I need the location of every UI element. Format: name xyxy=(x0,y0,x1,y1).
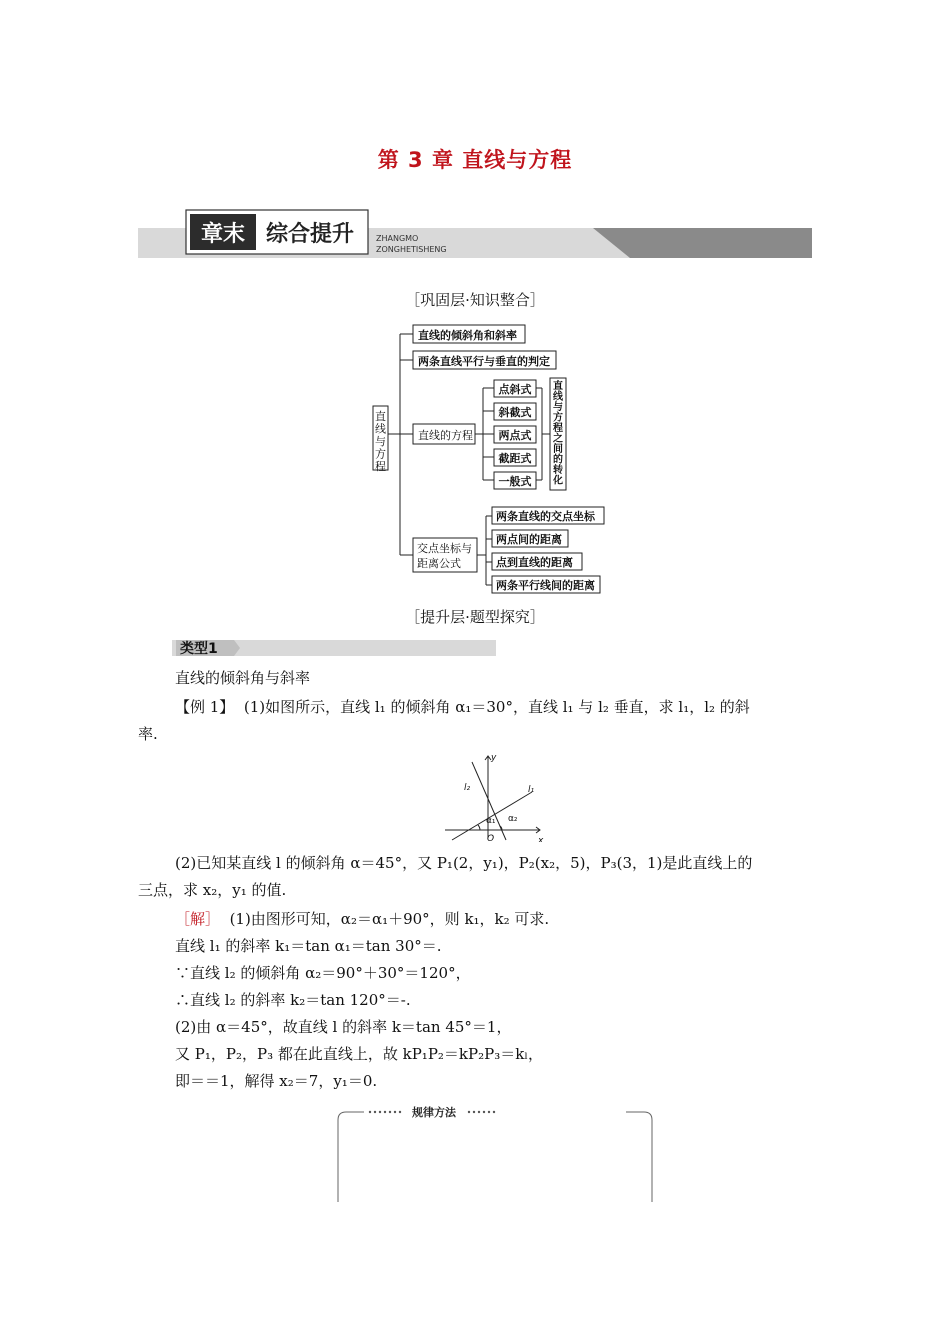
tree-branch-equation: 直线的方程 xyxy=(418,429,473,442)
tree-branch-distance-2: 距离公式 xyxy=(417,557,461,570)
section-title-explore: ［提升层·题型探究］ xyxy=(405,608,545,626)
tree-item-point-line-distance: 点到直线的距离 xyxy=(496,556,573,569)
method-box-title: 规律方法 xyxy=(412,1106,456,1119)
tree-root-char: 线 xyxy=(375,422,386,436)
example-q2-line1: (2)已知某直线 l 的倾斜角 α＝45°，又 P₁(2，y₁)，P₂(x₂，5)，P₃(3，1)是此直线上的 xyxy=(175,854,753,872)
banner-pinyin-1: ZHANGMO xyxy=(376,234,419,243)
slope-figure xyxy=(440,750,550,842)
line-l2-label: l₂ xyxy=(464,783,471,793)
tree-branch-slope: 直线的倾斜角和斜率 xyxy=(418,329,517,342)
tree-root-char: 直 xyxy=(375,410,386,423)
alpha1-label: α₁ xyxy=(486,816,496,826)
tree-item-parallel-distance: 两条平行线间的距离 xyxy=(496,579,595,592)
tree-conversion-char: 之 xyxy=(553,433,563,445)
banner-label-dark: 章末 xyxy=(200,222,246,247)
x-axis-label: x xyxy=(538,836,544,842)
example-q1-line1 xyxy=(175,696,750,718)
tree-branch-parallel: 两条直线平行与垂直的判定 xyxy=(418,355,550,368)
solution-text-1: (1)由图形可知，α₂＝α₁＋90°，则 k₁，k₂ 可求. xyxy=(229,910,550,928)
example-q1-line2: 率. xyxy=(138,725,158,743)
tree-conversion-char: 程 xyxy=(553,423,563,434)
method-box xyxy=(334,1102,656,1202)
tree-item-intersection: 两条直线的交点坐标 xyxy=(496,510,595,523)
tree-item-two-point-distance: 两点间的距离 xyxy=(496,533,562,546)
knowledge-tree xyxy=(370,322,620,596)
type-badge-bar xyxy=(172,636,498,660)
tree-root-char: 与 xyxy=(375,435,386,448)
tree-conversion-char: 与 xyxy=(553,402,563,413)
tree-conversion-char: 直 xyxy=(553,381,563,392)
topic-heading: 直线的倾斜角与斜率 xyxy=(175,669,311,687)
solution-line-4: ∴直线 l₂ 的斜率 k₂＝tan 120°＝-. xyxy=(175,991,411,1009)
tree-conversion-char: 线 xyxy=(553,391,563,403)
line-l1-label: l₁ xyxy=(528,785,535,795)
page-title: 第 3 章 直线与方程 xyxy=(377,148,573,172)
example-q2-line2: 三点，求 x₂，y₁ 的值. xyxy=(138,881,287,899)
tree-conversion-char: 化 xyxy=(553,475,563,487)
y-axis-label: y xyxy=(491,753,497,763)
tree-root-char: 方 xyxy=(375,447,386,461)
origin-label: O xyxy=(487,834,495,842)
tree-conversion-char: 的 xyxy=(553,454,563,466)
example-q1-text: (1)如图所示，直线 l₁ 的倾斜角 α₁＝30°，直线 l₁ 与 l₂ 垂直，求 l₁，l₂ 的斜 xyxy=(243,698,750,716)
solution-line-1 xyxy=(175,908,549,930)
tree-conversion-char: 方 xyxy=(553,412,563,424)
solution-line-2: 直线 l₁ 的斜率 k₁＝tan α₁＝tan 30°＝. xyxy=(175,937,442,955)
solution-line-7: 即＝＝1，解得 x₂＝7，y₁＝0. xyxy=(175,1072,378,1090)
tree-conversion-char: 转 xyxy=(553,465,563,476)
tree-root-char: 程 xyxy=(375,460,386,473)
type-badge: 类型1 xyxy=(180,641,218,657)
tree-form-general: 一般式 xyxy=(498,475,532,488)
tree-root xyxy=(375,409,386,473)
tree-form-slope-intercept: 斜截式 xyxy=(498,406,532,419)
tree-form-two-point: 两点式 xyxy=(498,429,532,442)
tree-conversion-char: 间 xyxy=(553,444,563,455)
tree-conversion-note xyxy=(552,379,564,487)
solution-line-5: (2)由 α＝45°，故直线 l 的斜率 k＝tan 45°＝1， xyxy=(175,1018,512,1036)
banner-label-light: 综合提升 xyxy=(265,222,355,247)
section-title-consolidate: ［巩固层·知识整合］ xyxy=(405,291,545,309)
alpha2-label: α₂ xyxy=(508,814,518,824)
solution-tag: ［解］ xyxy=(175,910,221,928)
solution-line-3: ∵直线 l₂ 的倾斜角 α₂＝90°＋30°＝120°， xyxy=(175,964,471,982)
tree-form-intercept: 截距式 xyxy=(498,452,532,465)
solution-line-6: 又 P₁，P₂，P₃ 都在此直线上，故 kP₁P₂＝kP₂P₃＝kₗ， xyxy=(175,1045,543,1063)
tree-branch-distance-1: 交点坐标与 xyxy=(417,542,472,555)
chapter-banner xyxy=(138,208,812,260)
tree-form-point-slope: 点斜式 xyxy=(498,383,532,396)
banner-pinyin-2: ZONGHETISHENG xyxy=(376,245,447,254)
example-tag: 【例 1】 xyxy=(175,698,235,716)
